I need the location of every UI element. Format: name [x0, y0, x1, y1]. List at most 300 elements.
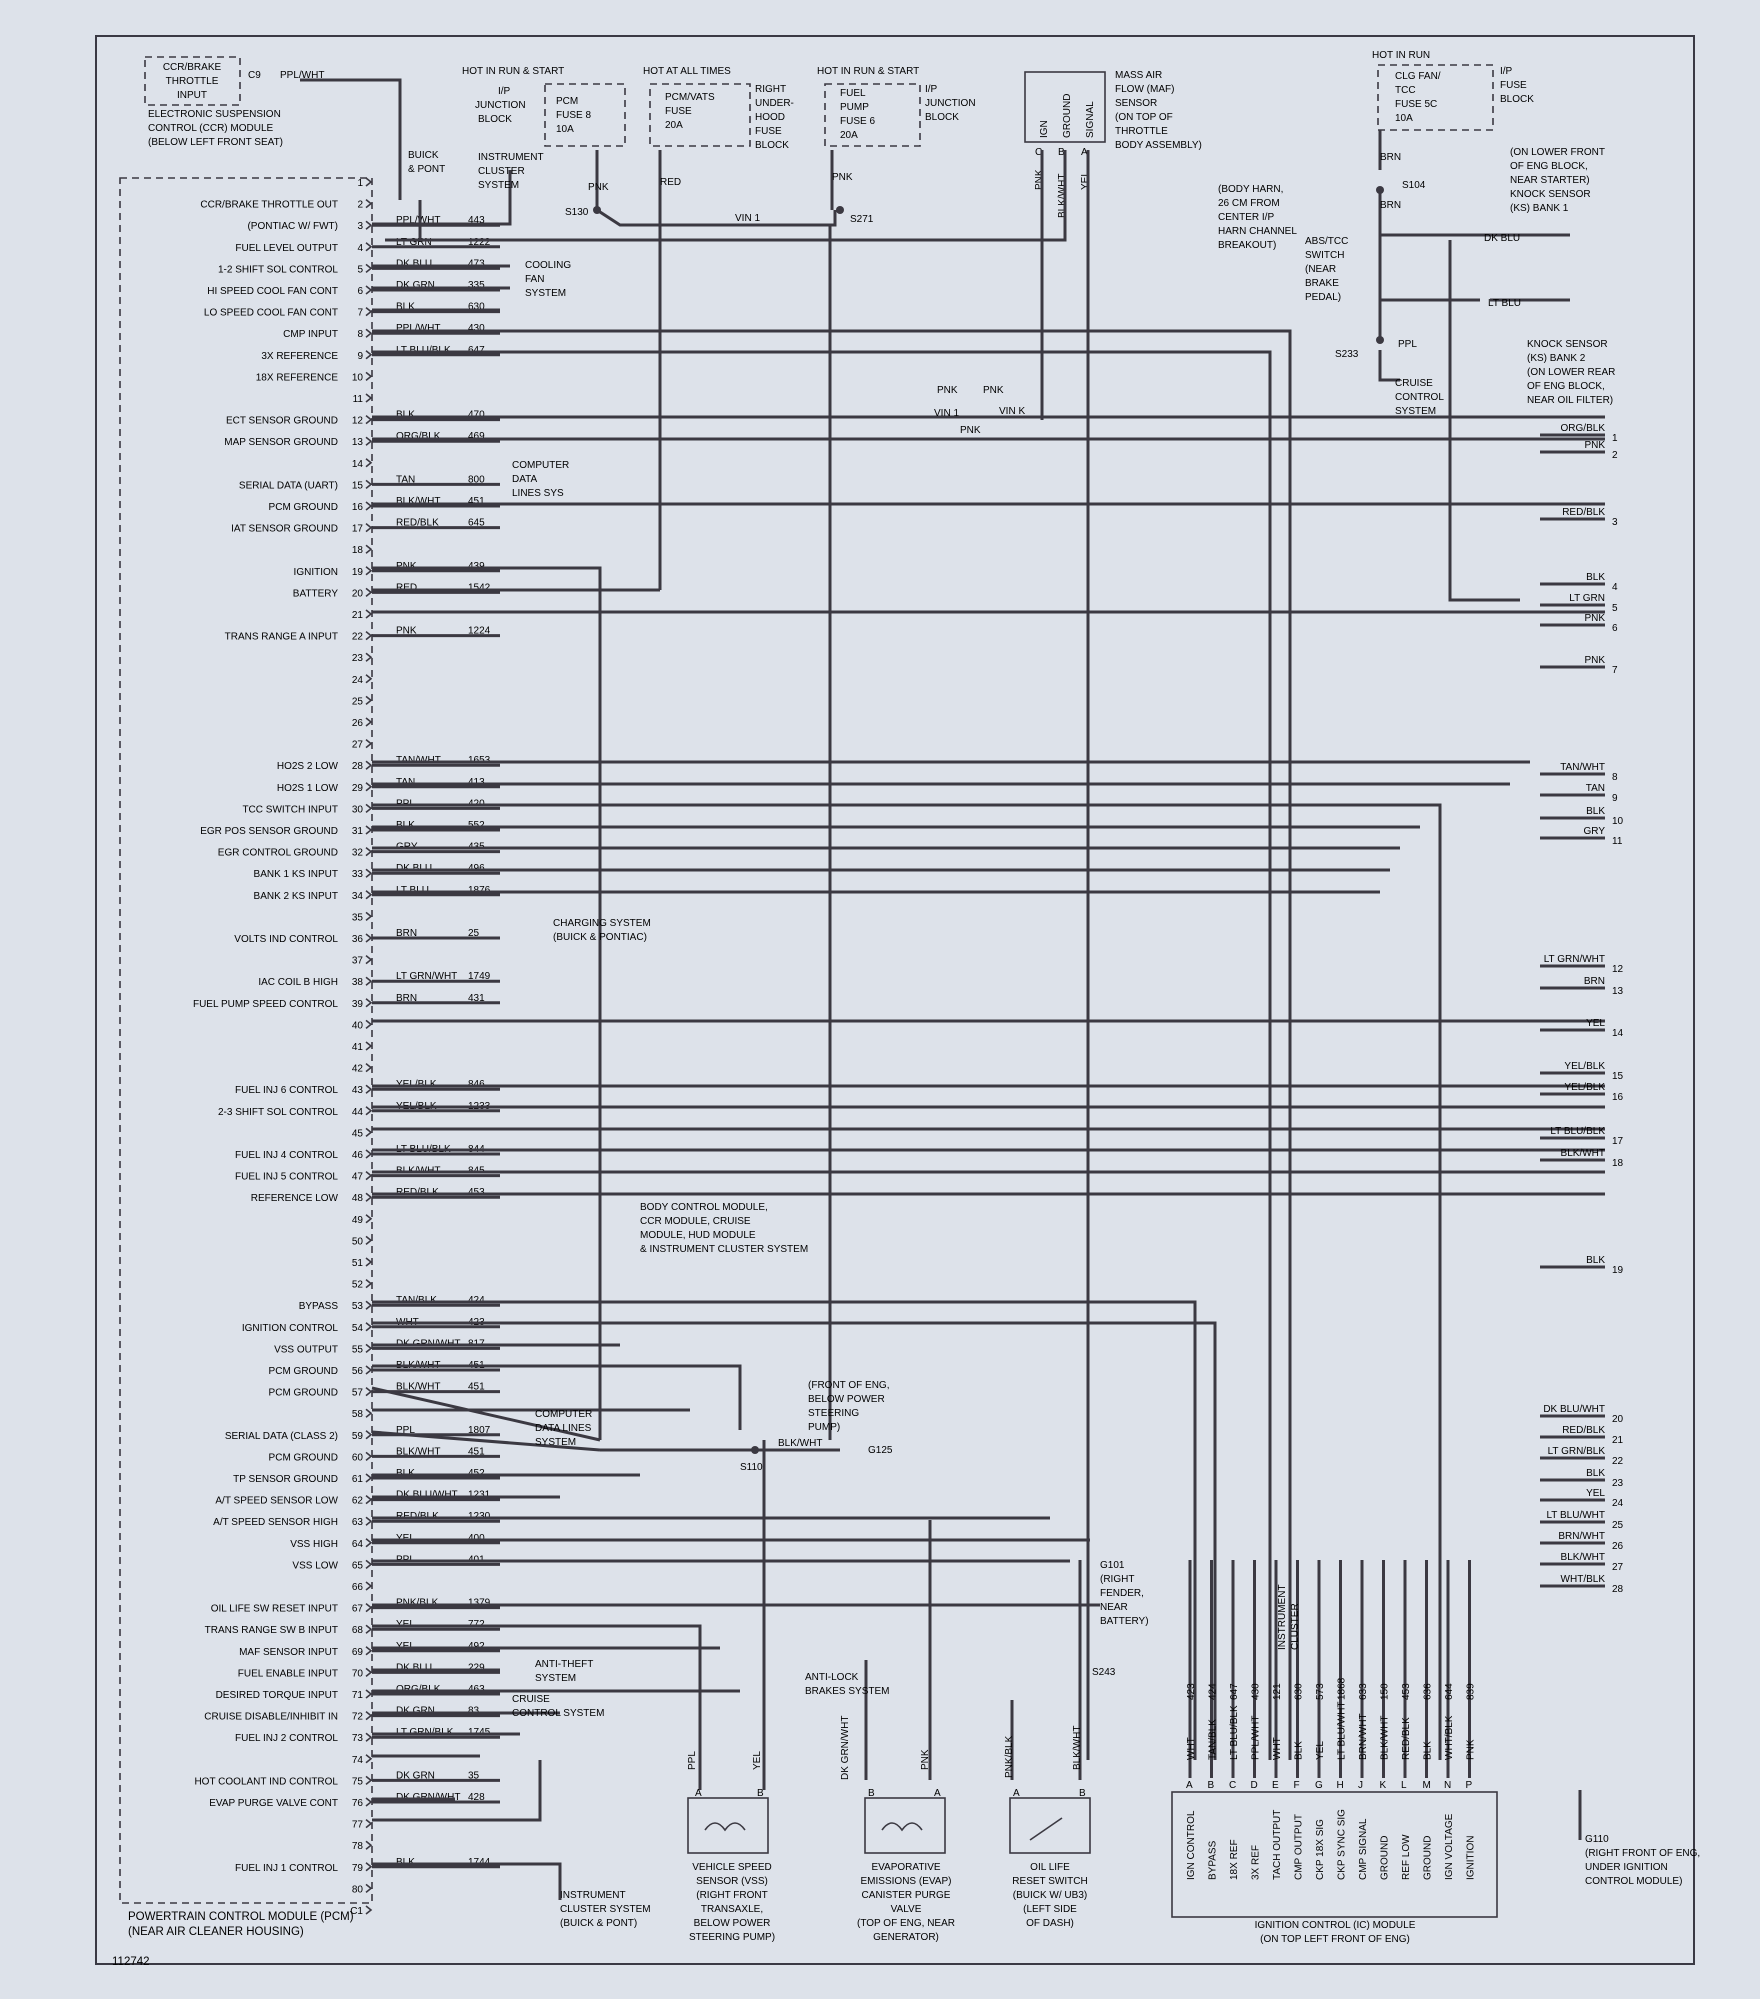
wire-segment: [1450, 240, 1520, 600]
pcm-pin-terminal-icon: [366, 1776, 371, 1784]
pcm-pin-number: 17: [351, 523, 363, 535]
pcm-pin-label: HI SPEED COOL FAN CONT: [207, 286, 338, 297]
vss-wire-yel: YEL: [752, 1751, 763, 1770]
clg-fuse-2: TCC: [1395, 85, 1416, 96]
note-front-eng: (FRONT OF ENG,: [808, 1380, 890, 1391]
fuel-side-3: BLOCK: [925, 112, 959, 123]
splice-dot: [1376, 336, 1384, 344]
maf-letter-c: C: [1035, 147, 1043, 158]
pcm-pin-label: IGNITION CONTROL: [241, 1322, 338, 1334]
note-abs-tcc: SWITCH: [1305, 250, 1345, 261]
pcm-pin-number: 80: [351, 1884, 363, 1896]
pcm-pin-circuit: 1233: [468, 1100, 491, 1112]
maf-wire-pnk: PNK: [1034, 169, 1045, 190]
clg-fuse-3: FUSE 5C: [1395, 99, 1438, 110]
pcm-pin-number: 48: [351, 1193, 363, 1205]
right-output-number: 13: [1612, 986, 1624, 997]
splice-s233: S233: [1335, 349, 1359, 360]
pcm-pin-terminal-icon: [366, 740, 371, 748]
pcm-pin-wire-color: ORG/BLK: [396, 1684, 441, 1695]
pcm-pin-number: 12: [351, 415, 363, 427]
right-output-number: 24: [1612, 1498, 1624, 1509]
pcm-pin-label: OIL LIFE SW RESET INPUT: [210, 1603, 338, 1615]
pcm-pin-number: 24: [351, 674, 363, 686]
pcm-pin-terminal-icon: [366, 761, 371, 769]
pcm-pin-label: FUEL INJ 6 CONTROL: [235, 1085, 338, 1097]
wire-segment: [1380, 350, 1400, 380]
pcm-pin-number: 73: [351, 1733, 363, 1745]
pcm-pin-circuit: 844: [468, 1144, 485, 1155]
fuel-fuse-3: FUSE 6: [840, 116, 876, 127]
splice-s130: S130: [565, 207, 589, 218]
pcm-pin-label: MAP SENSOR GROUND: [224, 437, 338, 449]
note-buick-pont: BUICK: [408, 150, 439, 161]
pcm-pin-terminal-icon: [366, 1280, 371, 1288]
pcm-pin-wire-color: GRY: [396, 841, 418, 853]
note-bcm: BODY CONTROL MODULE,: [640, 1202, 768, 1213]
pcm-pin-circuit: 473: [468, 258, 485, 270]
vss-desc-5: BELOW POWER: [693, 1918, 771, 1929]
icm-pin-circuit: 1868: [1336, 1677, 1348, 1700]
pcm-fuse-2: FUSE 8: [556, 110, 592, 121]
pcm-pin-number: 45: [351, 1128, 363, 1140]
pcm-pin-wire-color: PPL/WHT: [396, 215, 441, 227]
right-output-wire: LT GRN/WHT: [1543, 954, 1605, 965]
pcm-pin-number: 23: [351, 653, 363, 665]
pcm-pin-number: 42: [351, 1063, 363, 1075]
note-g110: UNDER IGNITION: [1585, 1862, 1668, 1873]
pcm-pin-number: 64: [351, 1538, 363, 1550]
evap-valve: [840, 1716, 955, 1943]
pcm-pin-wire-color: PNK/BLK: [396, 1597, 439, 1609]
icm-pin-circuit: 644: [1444, 1683, 1455, 1700]
pcm-pin-label: VSS HIGH: [290, 1538, 338, 1550]
note-cruise-sys: CRUISE: [1395, 378, 1433, 389]
icm-pin-label: 18X REF: [1229, 1839, 1240, 1880]
right-output-number: 5: [1612, 603, 1618, 614]
pcm-pin-terminal-icon: [366, 329, 371, 337]
clg-side-1: I/P: [1500, 66, 1513, 77]
icm-pin-circuit: 633: [1358, 1683, 1369, 1700]
pcm-pin-terminal-icon: [366, 567, 371, 575]
pcm-pin-label: FUEL PUMP SPEED CONTROL: [192, 998, 338, 1010]
pcm-pin-wire-color: PPL/WHT: [396, 323, 441, 335]
pcm-pin-circuit: 451: [468, 496, 485, 507]
pcm-pin-label: EGR CONTROL GROUND: [217, 847, 338, 859]
ccr-line-2: THROTTLE: [165, 76, 219, 87]
pcm-pin-terminal-icon: [366, 632, 371, 640]
note-abs: ANTI-LOCK: [805, 1672, 859, 1683]
note-abs-tcc: ABS/TCC: [1305, 236, 1349, 247]
pcm-pin-terminal-icon: [366, 1366, 371, 1374]
pcm-pin-terminal-icon: [366, 351, 371, 359]
pcm-pin-label: SERIAL DATA (UART): [238, 480, 338, 492]
icm-pin-wire-color: TAN/BLK: [1207, 1719, 1219, 1760]
vats-fuse-block: [643, 66, 794, 151]
icm-pin-letter: E: [1272, 1780, 1279, 1791]
pcm-pin-terminal-icon: [366, 1344, 371, 1352]
icm-pin-letter: B: [1207, 1780, 1215, 1791]
note-body-harn: 26 CM FROM: [1218, 198, 1280, 209]
maf-letter-a: A: [1081, 147, 1088, 158]
note-abs: BRAKES SYSTEM: [805, 1686, 890, 1697]
pcm-pin-terminal-icon: [366, 848, 371, 856]
pcm-pin-circuit: 424: [468, 1295, 485, 1307]
right-output-number: 11: [1612, 836, 1623, 847]
pcm-pin-label: REFERENCE LOW: [250, 1193, 338, 1205]
pcm-pin-terminal-icon: [366, 1625, 371, 1633]
note-cruise-ctl: CRUISE: [512, 1694, 550, 1705]
pcm-pin-label: TRANS RANGE SW B INPUT: [204, 1625, 338, 1637]
pcm-pin-wire-color: PPL: [396, 1424, 415, 1436]
note-cruise-sys: SYSTEM: [1395, 406, 1437, 417]
icm-pin-label: IGN VOLTAGE: [1444, 1813, 1455, 1880]
note-g110: (RIGHT FRONT OF ENG,: [1585, 1848, 1701, 1859]
icm-pin-label: GROUND: [1379, 1835, 1391, 1880]
right-output-wire: PNK: [1584, 655, 1605, 666]
icm-pin-label: CKP 18X SIG: [1315, 1819, 1326, 1880]
pcm-pin-circuit: 430: [468, 323, 485, 335]
pcm-pin-wire-color: BLK/WHT: [396, 1360, 441, 1371]
right-output-wire: TAN/WHT: [1560, 762, 1605, 773]
pcm-pin-label: FUEL INJ 4 CONTROL: [235, 1150, 338, 1161]
icm-inst-cluster-1: INSTRUMENT: [1277, 1584, 1288, 1650]
wire-segment: [372, 1366, 740, 1430]
vats-fuse-2: FUSE: [665, 106, 692, 117]
pcm-pin-label: HO2S 1 LOW: [276, 782, 338, 794]
pcm-pin-circuit: 630: [468, 301, 485, 313]
pcm-pin-number: 72: [351, 1711, 363, 1723]
pcm-pin-number: 29: [351, 782, 363, 794]
icm-inst-cluster-2: CLUSTER: [1290, 1603, 1301, 1650]
pcm-pin-terminal-icon: [366, 1236, 371, 1244]
pcm-pin-terminal-icon: [366, 1733, 371, 1741]
pcm-pin-terminal-icon: [366, 416, 371, 424]
pcm-pin-number: 22: [351, 631, 363, 643]
note-body-harn: (BODY HARN,: [1218, 184, 1284, 195]
icm-pin-circuit: 630: [1293, 1683, 1305, 1700]
right-output-wire: BLK: [1586, 1255, 1605, 1266]
pcm-pin-terminal-icon: [366, 1064, 371, 1072]
maf-desc-5: THROTTLE: [1115, 126, 1168, 137]
pcm-pin-circuit: 435: [468, 841, 485, 853]
pcm-pin-circuit: 439: [468, 560, 485, 572]
clg-fuse-4: 10A: [1395, 113, 1413, 124]
icm-pin-letter: L: [1401, 1780, 1407, 1791]
pcm-pin-wire-color: DK GRN/WHT: [396, 1338, 461, 1350]
oil-wire-blkwht: BLK/WHT: [1072, 1725, 1083, 1770]
right-output-number: 12: [1612, 964, 1624, 975]
pcm-pin-terminal-icon: [366, 1604, 371, 1612]
pcm-pin-terminal-icon: [366, 653, 371, 661]
right-output-number: 18: [1612, 1158, 1624, 1169]
pcm-pin-label: PCM GROUND: [268, 1387, 338, 1399]
pcm-pin-terminal-icon: [366, 1755, 371, 1763]
vats-side-4: FUSE: [755, 126, 782, 137]
note-ks2: KNOCK SENSOR: [1527, 339, 1608, 350]
pcm-pin-label: BATTERY: [292, 588, 338, 600]
pcm-pin-label: BYPASS: [298, 1301, 338, 1313]
pcm-pin-wire-color: LT GRN/BLK: [396, 1727, 454, 1739]
ccr-module: [145, 57, 324, 148]
pcm-pin-circuit: 1876: [468, 884, 491, 896]
icm-pin-label: BYPASS: [1207, 1840, 1219, 1880]
pcm-pin-number: 67: [351, 1603, 363, 1615]
right-connector-outputs: [1540, 423, 1624, 1595]
fuel-fuse-4: 20A: [840, 130, 858, 141]
pcm-pin-circuit: 25: [468, 928, 480, 939]
pcm-pin-circuit: 817: [468, 1338, 485, 1350]
maf-wire-yel: YEL: [1080, 171, 1091, 190]
pcm-pin-wire-color: TAN/BLK: [396, 1295, 437, 1307]
pcm-pin-label: FUEL INJ 2 CONTROL: [235, 1733, 338, 1745]
pcm-pin-label: TRANS RANGE A INPUT: [224, 631, 338, 643]
right-output-wire: TAN: [1585, 783, 1605, 794]
fuel-fuse-header: HOT IN RUN & START: [817, 66, 920, 77]
right-output-wire: YEL/BLK: [1564, 1061, 1605, 1072]
pcm-pin-terminal-icon: [366, 1301, 371, 1309]
pcm-pin-terminal-icon: [366, 480, 371, 488]
pcm-pin-circuit: 552: [468, 820, 485, 831]
pcm-pin-wire-color: DK GRN/WHT: [396, 1792, 461, 1803]
right-output-wire: LT BLU/BLK: [1550, 1126, 1605, 1137]
clg-side-2: FUSE: [1500, 80, 1527, 91]
right-output-number: 22: [1612, 1456, 1624, 1467]
pcm-pin-wire-color: DK GRN: [396, 1770, 435, 1782]
clg-fuse-1: CLG FAN/: [1395, 71, 1441, 82]
note-inst-cluster-bottom: (BUICK & PONT): [560, 1918, 638, 1929]
pcm-pin-wire-color: LT GRN: [396, 236, 432, 248]
pcm-pin-number: 7: [357, 307, 363, 319]
pcm-pin-wire-color: BLK: [396, 1468, 415, 1479]
vats-fuse-header: HOT AT ALL TIMES: [643, 66, 731, 77]
pcm-pin-wire-color: BLK: [396, 820, 415, 831]
pcm-pin-wire-color: DK BLU: [396, 1662, 433, 1674]
pcm-pin-number: 61: [351, 1474, 363, 1485]
pcm-pin-label: IAT SENSOR GROUND: [231, 523, 338, 535]
pcm-pin-number: 8: [357, 329, 363, 341]
vats-side-5: BLOCK: [755, 140, 789, 151]
pcm-pin-terminal-icon: [366, 1215, 371, 1223]
pcm-pin-label: VSS LOW: [292, 1560, 338, 1572]
fuel-side-2: JUNCTION: [925, 98, 976, 109]
pcm-pin-label: LO SPEED COOL FAN CONT: [203, 307, 338, 319]
pcm-pin-circuit: 1230: [468, 1511, 491, 1523]
pcm-pin-label: IAC COIL B HIGH: [258, 977, 338, 989]
pcm-pin-number: 3: [357, 221, 363, 233]
icm-pin-letter: D: [1250, 1780, 1258, 1791]
wire-tag-lt-blu: LT BLU: [1488, 298, 1521, 309]
note-body-harn: CENTER I/P: [1218, 212, 1275, 223]
pcm-pin-wire-color: BLK: [396, 301, 415, 313]
icm-pin-letter: M: [1422, 1780, 1431, 1791]
pcm-pin-wire-color: YEL: [396, 1619, 415, 1631]
pcm-pin-terminal-icon: [366, 1172, 371, 1180]
right-output-wire: BLK: [1586, 1468, 1605, 1479]
splice-g125: G125: [868, 1445, 893, 1456]
pcm-pin-circuit: 469: [468, 431, 485, 443]
splice-s110: S110: [740, 1462, 763, 1473]
right-output-wire: BLK: [1586, 806, 1605, 817]
wire-segment: [300, 80, 400, 200]
pcm-pin-circuit: 452: [468, 1468, 485, 1479]
evap-pin-a: A: [934, 1788, 941, 1799]
pcm-pin-terminal-icon: [366, 1452, 371, 1460]
icm-pin-letter: H: [1336, 1780, 1344, 1791]
right-output-wire: BRN/WHT: [1558, 1531, 1605, 1542]
pcm-pin-circuit: 1745: [468, 1727, 491, 1739]
note-body-harn: HARN CHANNEL: [1218, 226, 1297, 237]
pcm-pin-wire-color: BLK: [396, 1856, 415, 1868]
right-output-wire: RED/BLK: [1562, 507, 1605, 518]
pcm-pin-number: 6: [357, 286, 363, 297]
icm-pin-wire-color: YEL: [1315, 1741, 1326, 1760]
note-inst-cluster-top: CLUSTER: [478, 166, 525, 177]
pcm-pin-terminal-icon: [366, 1582, 371, 1590]
note-computer-data-1: COMPUTER: [512, 460, 570, 471]
pcm-pin-wire-color: RED/BLK: [396, 1187, 439, 1199]
right-output-wire: WHT/BLK: [1560, 1574, 1605, 1585]
pcm-pin-circuit: 83: [468, 1705, 480, 1717]
icm-desc-2: (ON TOP LEFT FRONT OF ENG): [1260, 1934, 1410, 1945]
pcm-pin-number: 76: [351, 1798, 363, 1809]
ccr-desc-3: (BELOW LEFT FRONT SEAT): [148, 137, 284, 148]
wire-tag-pnk: PNK: [960, 425, 981, 436]
right-output-wire: LT GRN: [1569, 593, 1605, 604]
pcm-pin-wire-color: DK GRN: [396, 280, 435, 291]
note-computer-data-1: LINES SYS: [512, 488, 564, 499]
pcm-pin-number: 40: [351, 1020, 363, 1032]
note-ks1: (ON LOWER FRONT: [1510, 147, 1605, 158]
pcm-pin-wire-color: DK BLU: [396, 863, 433, 875]
pcm-pin-number: 19: [351, 566, 363, 578]
pcm-pin-terminal-icon: [366, 1539, 371, 1547]
pcm-pin-circuit: 470: [468, 409, 485, 421]
ccr-wire: PPL/WHT: [280, 70, 325, 81]
right-output-wire: BLK/WHT: [1560, 1552, 1605, 1563]
pcm-pin-number: 50: [351, 1236, 363, 1248]
pcm-pin-wire-color: PPL: [396, 798, 415, 810]
wire-tag-pnk: PNK: [588, 182, 609, 193]
fuel-side-1: I/P: [925, 84, 938, 95]
pcm-fuse-block: [462, 66, 625, 146]
splice-s243: S243: [1092, 1667, 1116, 1678]
note-front-eng: PUMP): [808, 1422, 841, 1433]
pcm-pin-circuit: 845: [468, 1165, 485, 1177]
pcm-pin-number: 36: [351, 934, 363, 945]
pcm-pin-wire-color: RED/BLK: [396, 1511, 439, 1523]
pcm-pin-label: PCM GROUND: [268, 1366, 338, 1377]
pcm-pin-wire-color: YEL/BLK: [396, 1100, 437, 1112]
pcm-pin-circuit: 451: [468, 1360, 485, 1371]
pcm-pin-label: TCC SWITCH INPUT: [242, 804, 338, 816]
icm-pin-circuit: 453: [1401, 1683, 1412, 1700]
note-cooling-fan: COOLING: [525, 260, 572, 271]
note-bcm: MODULE, HUD MODULE: [640, 1230, 756, 1241]
note-g110: G110: [1585, 1834, 1609, 1845]
vss-pin-b: B: [757, 1788, 764, 1799]
right-output-wire: LT BLU/WHT: [1546, 1510, 1605, 1521]
ccr-pin: C9: [248, 70, 261, 81]
wire-segment: [597, 150, 835, 225]
pcm-pin-number: 49: [351, 1214, 363, 1226]
pcm-pin-wire-color: PNK: [396, 625, 417, 637]
icm-pin-circuit: 150: [1379, 1683, 1391, 1700]
icm-pin-circuit: 647: [1229, 1683, 1240, 1700]
pcm-pin-number: C1: [350, 1906, 363, 1917]
right-output-number: 19: [1612, 1265, 1624, 1276]
pcm-pin-wire-color: DK BLU: [396, 258, 433, 270]
pcm-pin-number: 4: [357, 242, 363, 254]
pcm-pin-terminal-icon: [366, 1107, 371, 1115]
pcm-pin-number: 43: [351, 1085, 363, 1097]
pcm-pin-circuit: 1379: [468, 1597, 491, 1609]
pcm-pin-terminal-icon: [366, 1020, 371, 1028]
oil-life-switch: [1004, 1726, 1090, 1929]
pcm-pin-circuit: 800: [468, 474, 485, 486]
note-bcm: & INSTRUMENT CLUSTER SYSTEM: [640, 1244, 809, 1255]
pcm-pin-terminal-icon: [366, 1690, 371, 1698]
note-front-eng: BELOW POWER: [808, 1394, 885, 1405]
pcm-pin-terminal-icon: [366, 999, 371, 1007]
pcm-pin-terminal-icon: [366, 1193, 371, 1201]
pcm-pin-terminal-icon: [366, 1042, 371, 1050]
pcm-pin-terminal-icon: [366, 1517, 371, 1525]
pcm-pin-terminal-icon: [366, 1906, 371, 1914]
pcm-pin-terminal-icon: [366, 221, 371, 229]
pcm-pin-terminal-icon: [366, 675, 371, 683]
pcm-pin-wire-color: TAN/WHT: [396, 755, 441, 767]
splice-s104: S104: [1402, 180, 1426, 191]
pcm-pin-number: 2: [357, 199, 363, 211]
pcm-pin-number: 66: [351, 1582, 363, 1593]
pcm-pin-number: 34: [351, 890, 363, 902]
splice-dot: [751, 1446, 759, 1454]
note-inst-cluster-top: INSTRUMENT: [478, 152, 544, 163]
note-buick-pont: & PONT: [408, 164, 446, 175]
pcm-pin-circuit: 35: [468, 1770, 480, 1782]
pcm-pin-terminal-icon: [366, 891, 371, 899]
pcm-pin-label: FUEL INJ 5 CONTROL: [235, 1171, 338, 1183]
right-output-number: 26: [1612, 1541, 1624, 1552]
vss-coil-icon: [705, 1823, 745, 1830]
note-ks2: OF ENG BLOCK,: [1527, 381, 1605, 392]
oil-desc-4: (LEFT SIDE: [1023, 1904, 1077, 1915]
pcm-pin-wire-color: YEL/BLK: [396, 1079, 437, 1091]
icm-pin-circuit: 424: [1207, 1683, 1219, 1700]
ccr-desc-2: CONTROL (CCR) MODULE: [148, 123, 274, 134]
pcm-pin-label: A/T SPEED SENSOR HIGH: [213, 1517, 338, 1529]
pcm-pin-terminal-icon: [366, 696, 371, 704]
icm-pin-circuit: 430: [1250, 1683, 1262, 1700]
note-computer-data-2: COMPUTER: [535, 1409, 593, 1420]
right-output-number: 25: [1612, 1520, 1624, 1531]
pcm-pin-label: BANK 2 KS INPUT: [253, 890, 338, 902]
pcm-pin-number: 32: [351, 847, 363, 859]
pcm-pin-terminal-icon: [366, 1431, 371, 1439]
icm-pin-wire-color: PNK: [1465, 1739, 1477, 1760]
pcm-pin-terminal-icon: [366, 286, 371, 294]
pcm-pin-wire-color: LT BLU/BLK: [396, 344, 451, 356]
pcm-pin-number: 55: [351, 1344, 363, 1356]
pcm-pin-number: 35: [351, 912, 363, 924]
note-g110: CONTROL MODULE): [1585, 1876, 1683, 1887]
pcm-fuse-1: PCM: [556, 96, 579, 107]
icm-pin-letter: G: [1315, 1780, 1323, 1791]
right-output-number: 4: [1612, 582, 1618, 593]
pcm-pin-terminal-icon: [366, 372, 371, 380]
note-ks2: NEAR OIL FILTER): [1527, 395, 1614, 406]
